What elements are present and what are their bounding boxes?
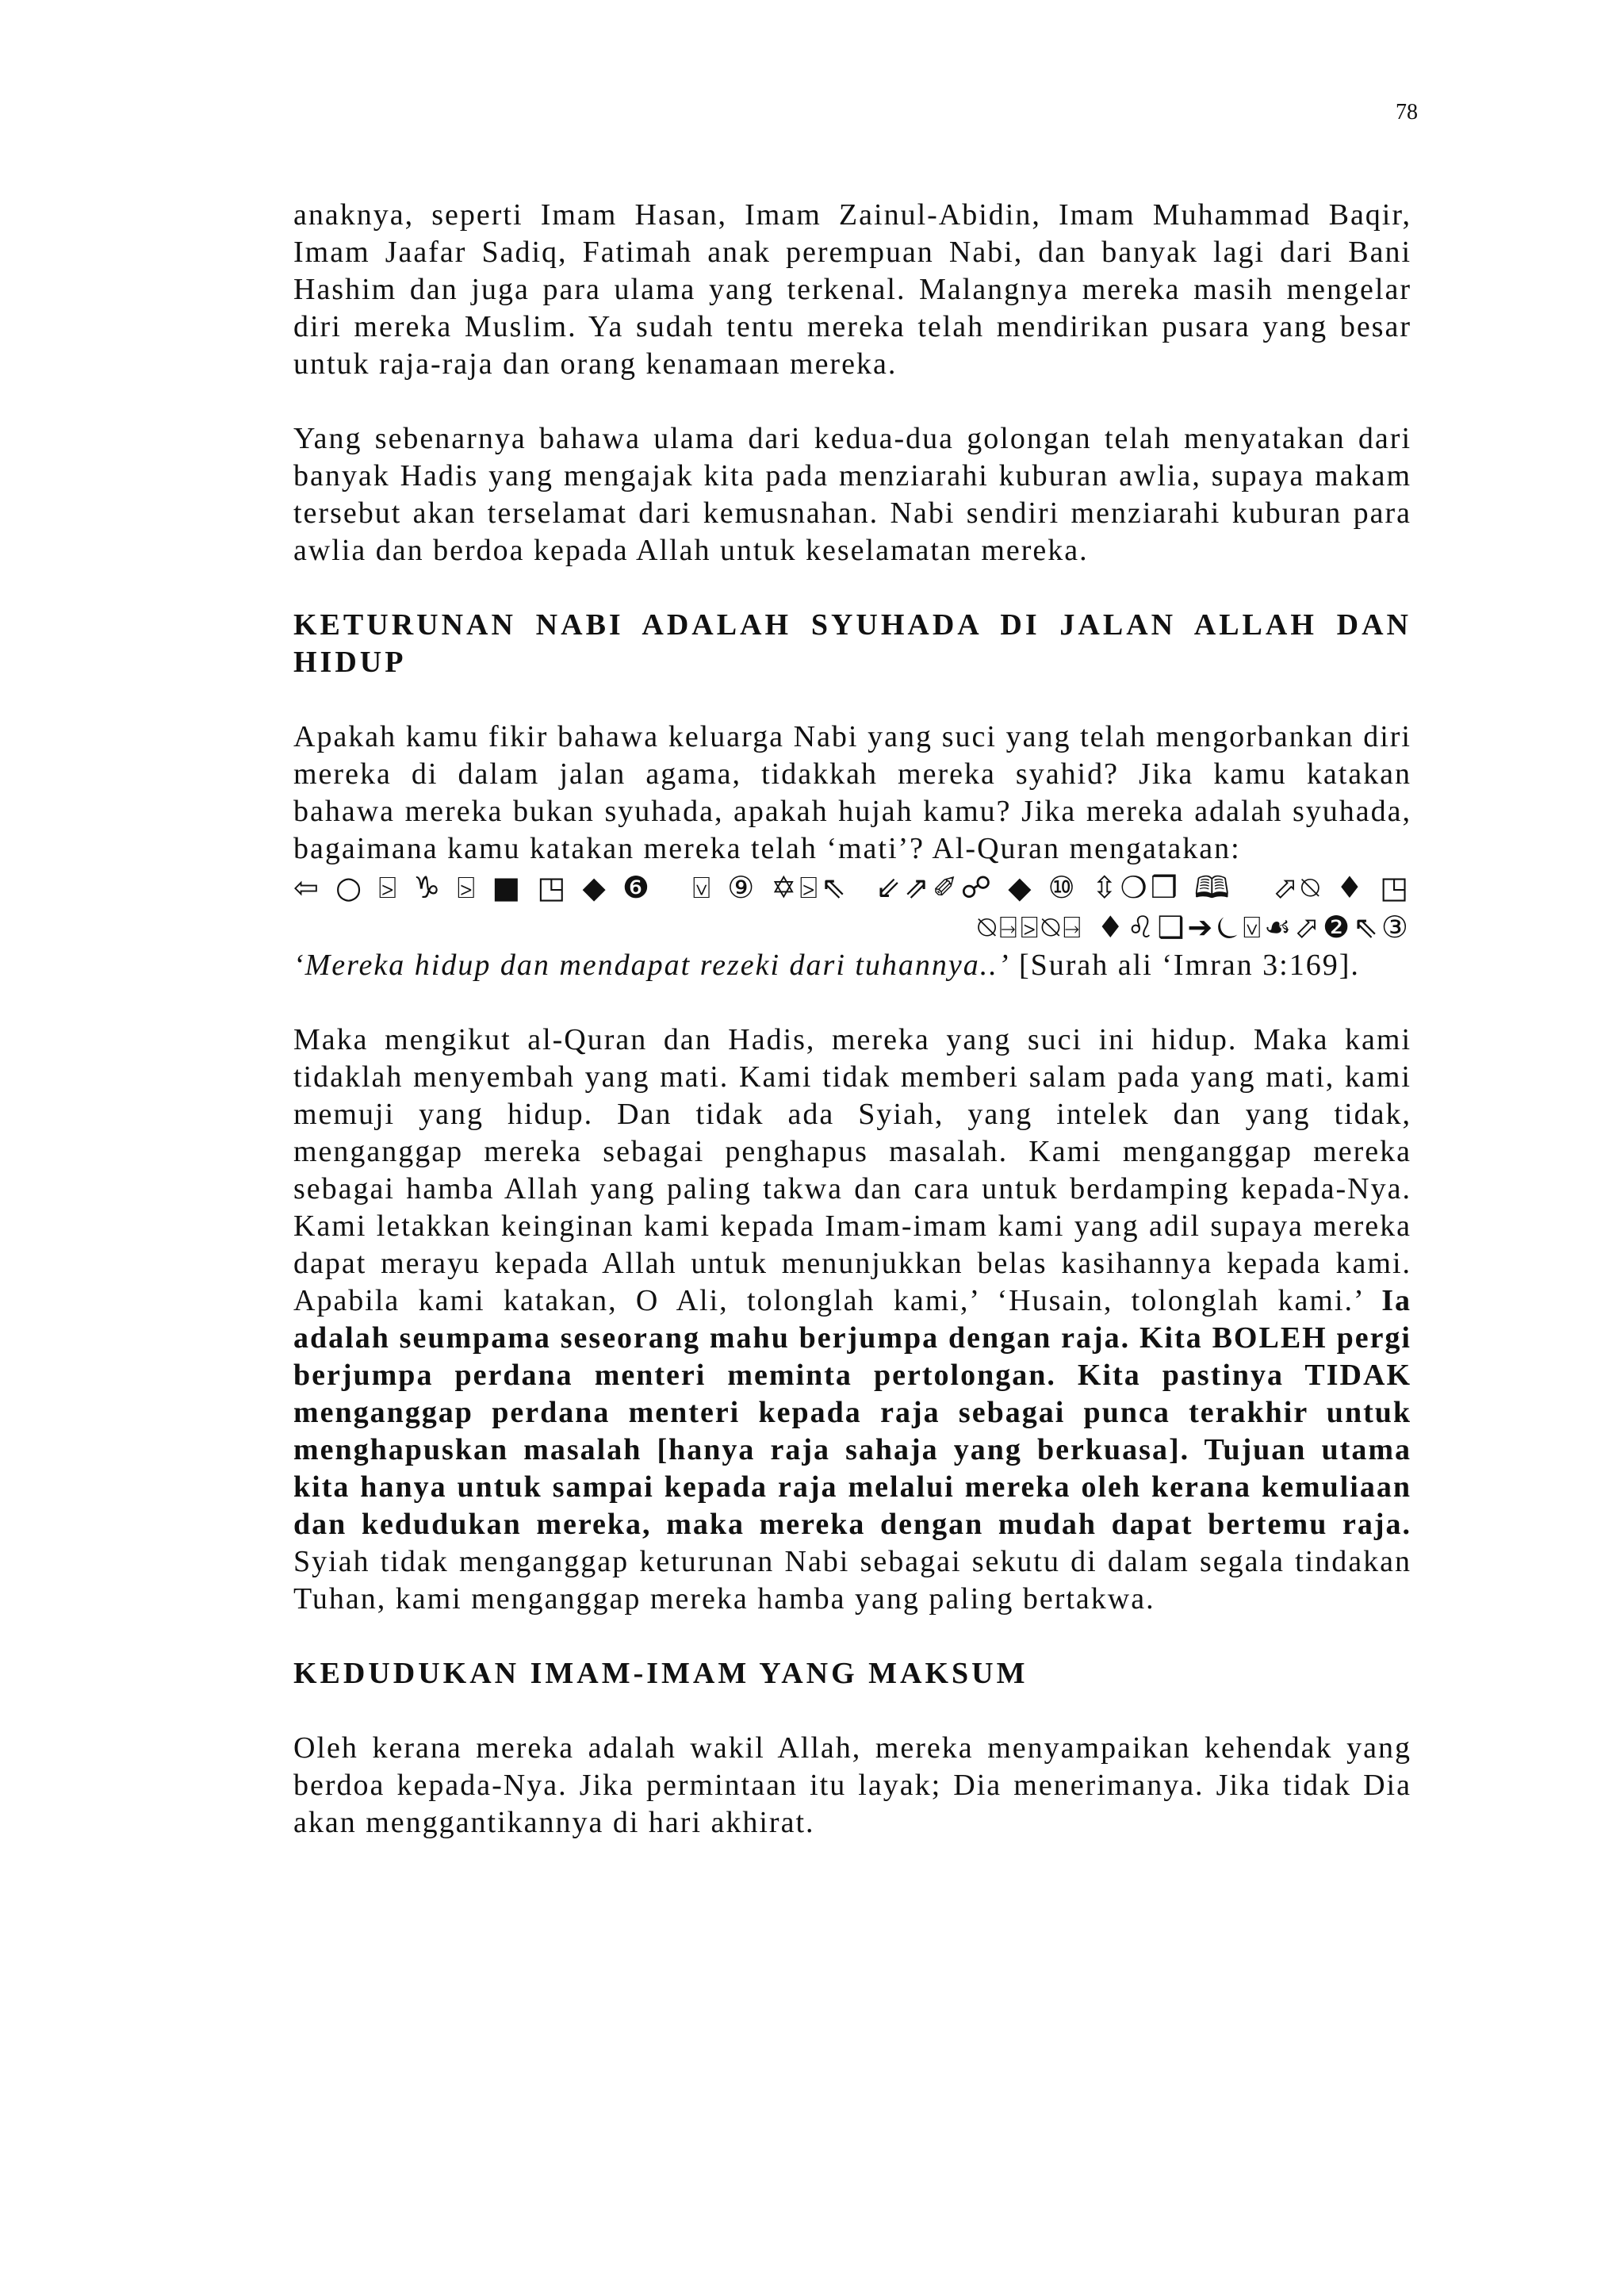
verse-translation [293,947,1411,984]
page-number: 78 [1396,100,1418,125]
section-heading-kedudukan-imam: KEDUDUKAN IMAM-IMAM YANG MAKSUM [293,1657,1028,1690]
quran-verse-line-2: ⍉⍈⍄⍉⍈ ♦♌❑➔⏾⍌☙⬀❷⇖③ [978,910,1411,945]
document-body [293,197,1411,1879]
paragraph-4-start: Maka mengikut al-Quran dan Hadis, mereka yang suci ini hidup. Maka kami tidaklah menyembah yang mati. Kami tidak memberi salam pada yang mati, kami memuji yang hidup. Dan tidak ada Syiah, yang intelek dan yang tidak, menganggap mereka sebagai penghapus masalah. Kami menganggap mereka sebagai hamba Allah yang paling takwa dan cara untuk berdamping kepada-Nya. Kami letakkan keinginan kami kepada Imam-imam kami yang adil supaya mereka dapat merayu kepada Allah untuk menunjukkan belas kasihannya kepada kami. Apabila kami katakan, O Ali, tolonglah kami,’ ‘Husain, tolonglah kami.’ [293,1023,1411,1317]
quran-verse-line-1: ⇦○⍄♑⍄■◳◆❻ ⍌⑨✡⍄⇖ ⇙⇗✐☍◆⑩⇳❍❒🕮 ⬀⍉♦◳ [293,870,1411,905]
paragraph-1: anaknya, seperti Imam Hasan, Imam Zainul-Abidin, Imam Muhammad Baqir, Imam Jaafar Sadiq, Fatimah anak perempuan Nabi, dan banyak lagi dari Bani Hashim dan juga para ulama yang terkenal. Malangnya mereka masih mengelar diri mereka Muslim. Ya sudah tentu mereka telah mendirikan pusara yang besar untuk raja-raja dan orang kenamaan mereka. [293,198,1411,381]
paragraph-2: Yang sebenarnya bahawa ulama dari kedua-dua golongan telah menyatakan dari banyak Hadis yang mengajak kita pada menziarahi kuburan awlia, supaya makam tersebut akan terselamat dari kemusnahan. Nabi sendiri menziarahi kuburan para awlia dan berdoa kepada Allah untuk keselamatan mereka. [293,422,1411,567]
verse-reference: [Surah ali ‘Imran 3:169]. [1009,949,1360,982]
paragraph-5: Oleh kerana mereka adalah wakil Allah, mereka menyampaikan kehendak yang berdoa kepada-Nya. Jika permintaan itu layak; Dia menerimanya. Jika tidak Dia akan menggantikannya di hari akhirat. [293,1731,1411,1839]
paragraph-4-bold-analogy: Ia adalah seumpama seseorang mahu berjumpa dengan raja. Kita BOLEH pergi berjumpa perdana menteri meminta pertolongan. Kita pastinya TIDAK menganggap perdana menteri kepada raja sebagai punca terakhir untuk menghapuskan masalah [hanya raja sahaja yang berkuasa]. Tujuan utama kita hanya untuk sampai kepada raja melalui mereka oleh kerana kemuliaan dan kedudukan mereka, maka mereka dengan mudah dapat bertemu raja. [293,1284,1411,1541]
section-heading-keturunan-nabi: KETURUNAN NABI ADALAH SYUHADA DI JALAN ALLAH DAN HIDUP [293,608,1411,679]
paragraph-4 [293,1022,1411,1618]
verse-translation-text: ‘Mereka hidup dan mendapat rezeki dari tuhannya..’ [293,949,1010,982]
quran-verse-block [293,868,1411,947]
paragraph-4-end: Syiah tidak menganggap keturunan Nabi sebagai sekutu di dalam segala tindakan Tuhan, kami menganggap mereka hamba yang paling bertakwa. [293,1545,1411,1616]
paragraph-3: Apakah kamu fikir bahawa keluarga Nabi yang suci yang telah mengorbankan diri mereka di dalam jalan agama, tidakkah mereka syahid? Jika kamu katakan bahawa mereka bukan syuhada, apakah hujah kamu? Jika mereka adalah syuhada, bagaimana kamu katakan mereka telah ‘mati’? Al-Quran mengatakan: [293,720,1411,865]
